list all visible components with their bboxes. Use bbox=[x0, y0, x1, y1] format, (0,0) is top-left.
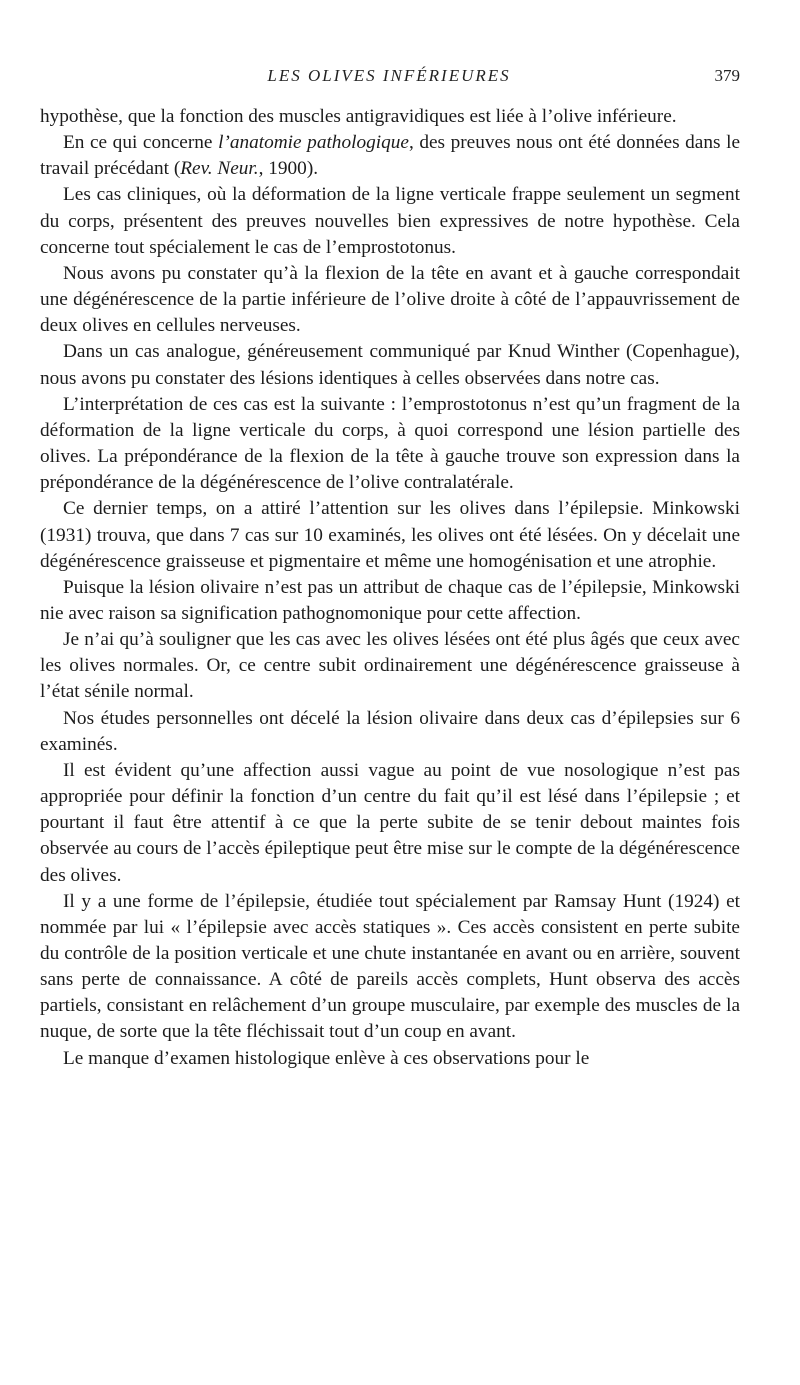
running-title: LES OLIVES INFÉRIEURES bbox=[267, 66, 511, 85]
paragraph: Il est évident qu’une affection aussi vague au point de vue nosologique n’est pas appropriée pour définir la fonction d’un centre du fait qu’il est lésé dans l’épilepsie ; et pourtant il faut être attentif à ce que la perte subite de se tenir debout maintes fois observée au cours de l’accès épileptique peut être mise sur le compte de la dégénérescence des olives. bbox=[40, 759, 740, 886]
text-segment: , 1900). bbox=[258, 158, 319, 180]
text-segment: En ce qui concerne bbox=[63, 132, 219, 154]
journal-reference: Rev. Neur. bbox=[180, 158, 259, 180]
paragraph-anatomie bbox=[40, 130, 740, 182]
paragraph: Nos études personnelles ont décelé la lésion olivaire dans deux cas d’épilepsies sur 6 examinés. bbox=[40, 707, 740, 755]
paragraph: Puisque la lésion olivaire n’est pas un attribut de chaque cas de l’épilepsie, Minkowski nie avec raison sa signification pathognomonique pour cette affection. bbox=[40, 576, 740, 624]
paragraph: Ce dernier temps, on a attiré l’attention sur les olives dans l’épilepsie. Minkowski (1931) trouva, que dans 7 cas sur 10 examinés, les olives ont été lésées. On y décelait une dégénérescence graisseuse et pigmentaire et même une homogénisation et une atrophie. bbox=[40, 498, 740, 572]
paragraph: Je n’ai qu’à souligner que les cas avec les olives lésées ont été plus âgés que ceux avec les olives normales. Or, ce centre subit ordinairement une dégénérescence graisseuse à l’état sénile normal. bbox=[40, 629, 740, 703]
paragraph: Nous avons pu constater qu’à la flexion de la tête en avant et à gauche correspondait une dégénérescence de la partie inférieure de l’olive droite à côté de l’appauvrissement de deux olives en cellules nerveuses. bbox=[40, 262, 740, 337]
page-number: 379 bbox=[714, 66, 740, 85]
body-text bbox=[40, 104, 740, 1072]
paragraph: Dans un cas analogue, généreusement communiqué par Knud Winther (Copenhague), nous avons pu constater des lésions identiques à celles observées dans notre cas. bbox=[40, 341, 740, 389]
paragraph: L’interprétation de ces cas est la suivante : l’emprostotonus n’est qu’un fragment de la déformation de la ligne verticale du corps, à quoi correspond une lésion partielle des olives. La prépondérance de la flexion de la tête à gauche trouve son expression dans la prépondérance de la dégénérescence de l’olive contralatérale. bbox=[40, 393, 740, 494]
paragraph: Les cas cliniques, où la déformation de la ligne verticale frappe seulement un segment du corps, présentent des preuves nouvelles bien expressives de notre hypothèse. Cela concerne tout spécialement le cas de l’emprostotonus. bbox=[40, 184, 740, 258]
italic-term: l’anatomie pathologique bbox=[218, 132, 409, 154]
running-head bbox=[38, 62, 740, 92]
text-segment: , des preuves nous ont été données dans le travail précédant ( bbox=[40, 132, 740, 180]
paragraph-continuation: hypothèse, que la fonction des muscles antigravidiques est liée à l’olive inférieure. bbox=[40, 106, 677, 127]
paragraph: Il y a une forme de l’épilepsie, étudiée tout spécialement par Ramsay Hunt (1924) et nommée par lui « l’épilepsie avec accès statiques ». Ces accès consistent en perte subite du contrôle de la position verticale et une chute instantanée en avant ou en arrière, souvent sans perte de connaissance. A côté de pareils accès complets, Hunt observa des accès partiels, consistant en relâchement d’un groupe musculaire, par exemple des muscles de la nuque, de sorte que la tête fléchissait tout d’un coup en avant. bbox=[40, 890, 740, 1043]
paragraph: Le manque d’examen histologique enlève à ces observations pour le bbox=[63, 1047, 590, 1069]
